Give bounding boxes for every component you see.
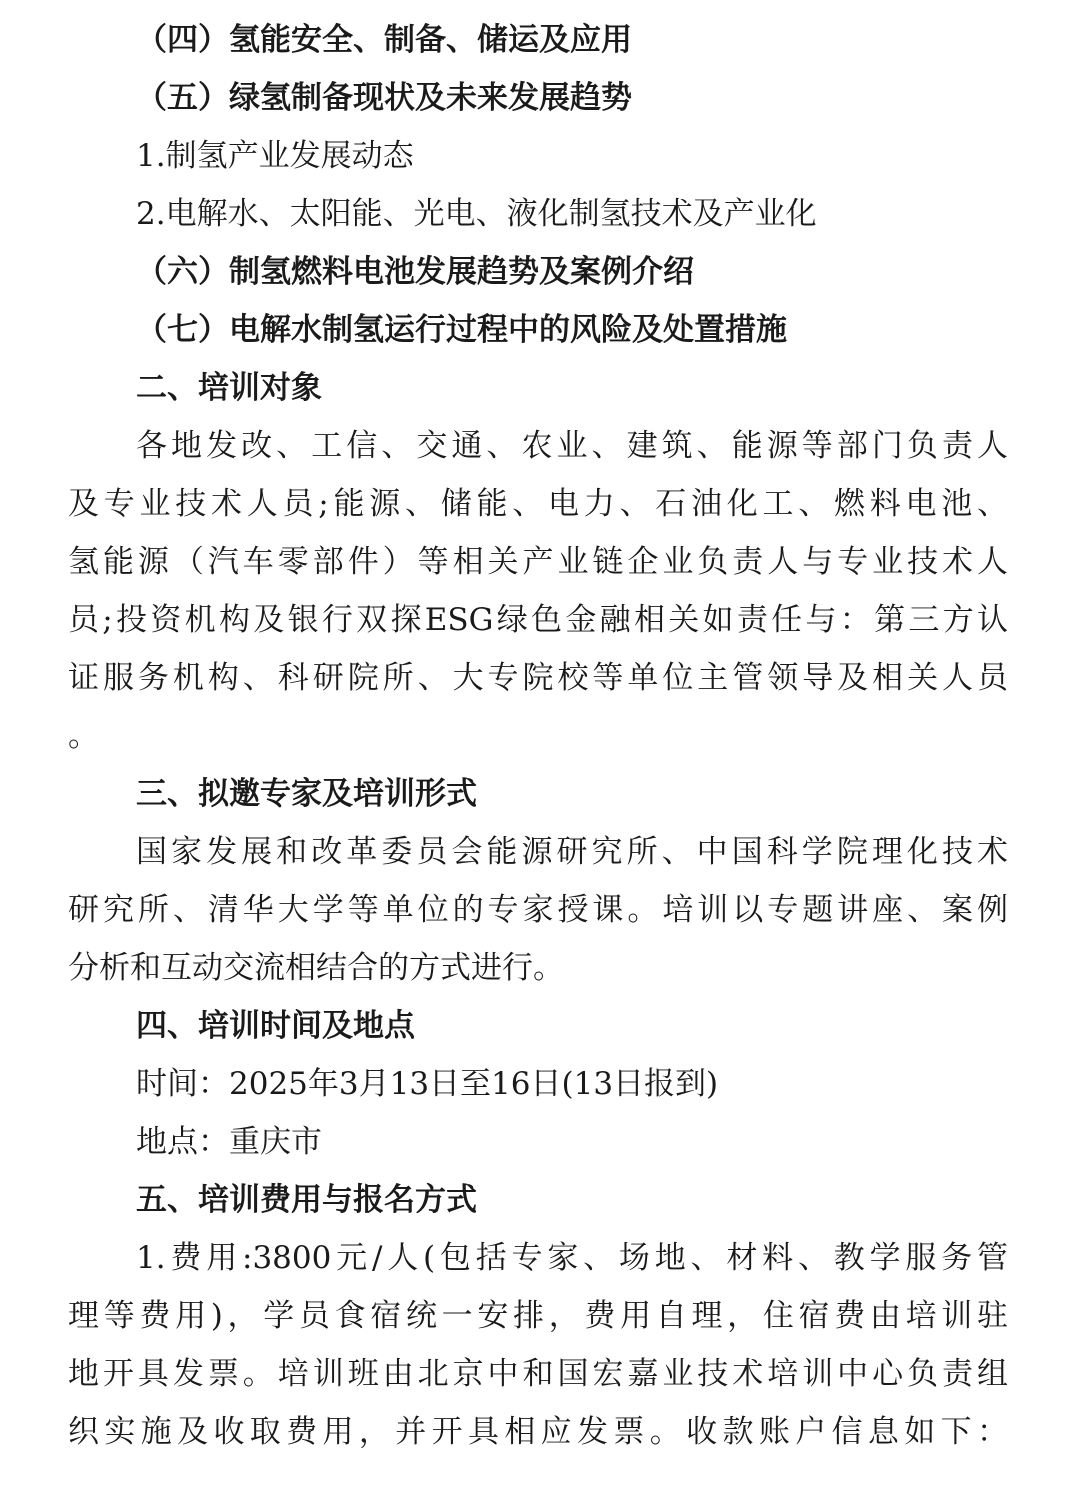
section-5-line-4: 织实施及收取费用，并开具相应发票。收款账户信息如下： — [68, 1414, 1008, 1450]
item-5-heading: （五）绿氢制备现状及未来发展趋势 — [136, 80, 632, 116]
section-4-title: 四、培训时间及地点 — [136, 1008, 415, 1044]
section-3-line-1: 国家发展和改革委员会能源研究所、中国科学院理化技术 — [136, 834, 1008, 870]
section-3-line-2: 研究所、清华大学等单位的专家授课。培训以专题讲座、案例 — [68, 892, 1008, 928]
section-5-line-3: 地开具发票。培训班由北京中和国宏嘉业技术培训中心负责组 — [68, 1356, 1008, 1392]
section-5-title: 五、培训费用与报名方式 — [136, 1182, 477, 1218]
section-5-line-1: 1.费用:3800元/人(包括专家、场地、材料、教学服务管 — [136, 1240, 1008, 1276]
section-2-line-3: 氢能源（汽车零部件）等相关产业链企业负责人与专业技术人 — [68, 544, 1008, 580]
item-5-sub-2: 2.电解水、太阳能、光电、液化制氢技术及产业化 — [136, 196, 817, 232]
section-3-title: 三、拟邀专家及培训形式 — [136, 776, 477, 812]
section-3-line-3: 分析和互动交流相结合的方式进行。 — [68, 950, 564, 986]
item-7-heading: （七）电解水制氢运行过程中的风险及处置措施 — [136, 312, 787, 348]
section-5-line-2: 理等费用)，学员食宿统一安排，费用自理，住宿费由培训驻 — [68, 1298, 1008, 1334]
section-2-line-5: 证服务机构、科研院所、大专院校等单位主管领导及相关人员 — [68, 660, 1008, 696]
training-time: 时间：2025年3月13日至16日(13日报到) — [136, 1066, 719, 1102]
item-4-heading: （四）氢能安全、制备、储运及应用 — [136, 22, 632, 58]
item-6-heading: （六）制氢燃料电池发展趋势及案例介绍 — [136, 254, 694, 290]
section-2-line-4: 员;投资机构及银行双探ESG绿色金融相关如责任与：第三方认 — [68, 602, 1008, 638]
section-2-line-2: 及专业技术人员;能源、储能、电力、石油化工、燃料电池、 — [68, 486, 1008, 522]
section-2-line-1: 各地发改、工信、交通、农业、建筑、能源等部门负责人 — [136, 428, 1008, 464]
training-place: 地点：重庆市 — [136, 1124, 322, 1160]
section-2-title: 二、培训对象 — [136, 370, 322, 406]
item-5-sub-1: 1.制氢产业发展动态 — [136, 138, 414, 174]
section-2-line-6: 。 — [68, 718, 99, 754]
